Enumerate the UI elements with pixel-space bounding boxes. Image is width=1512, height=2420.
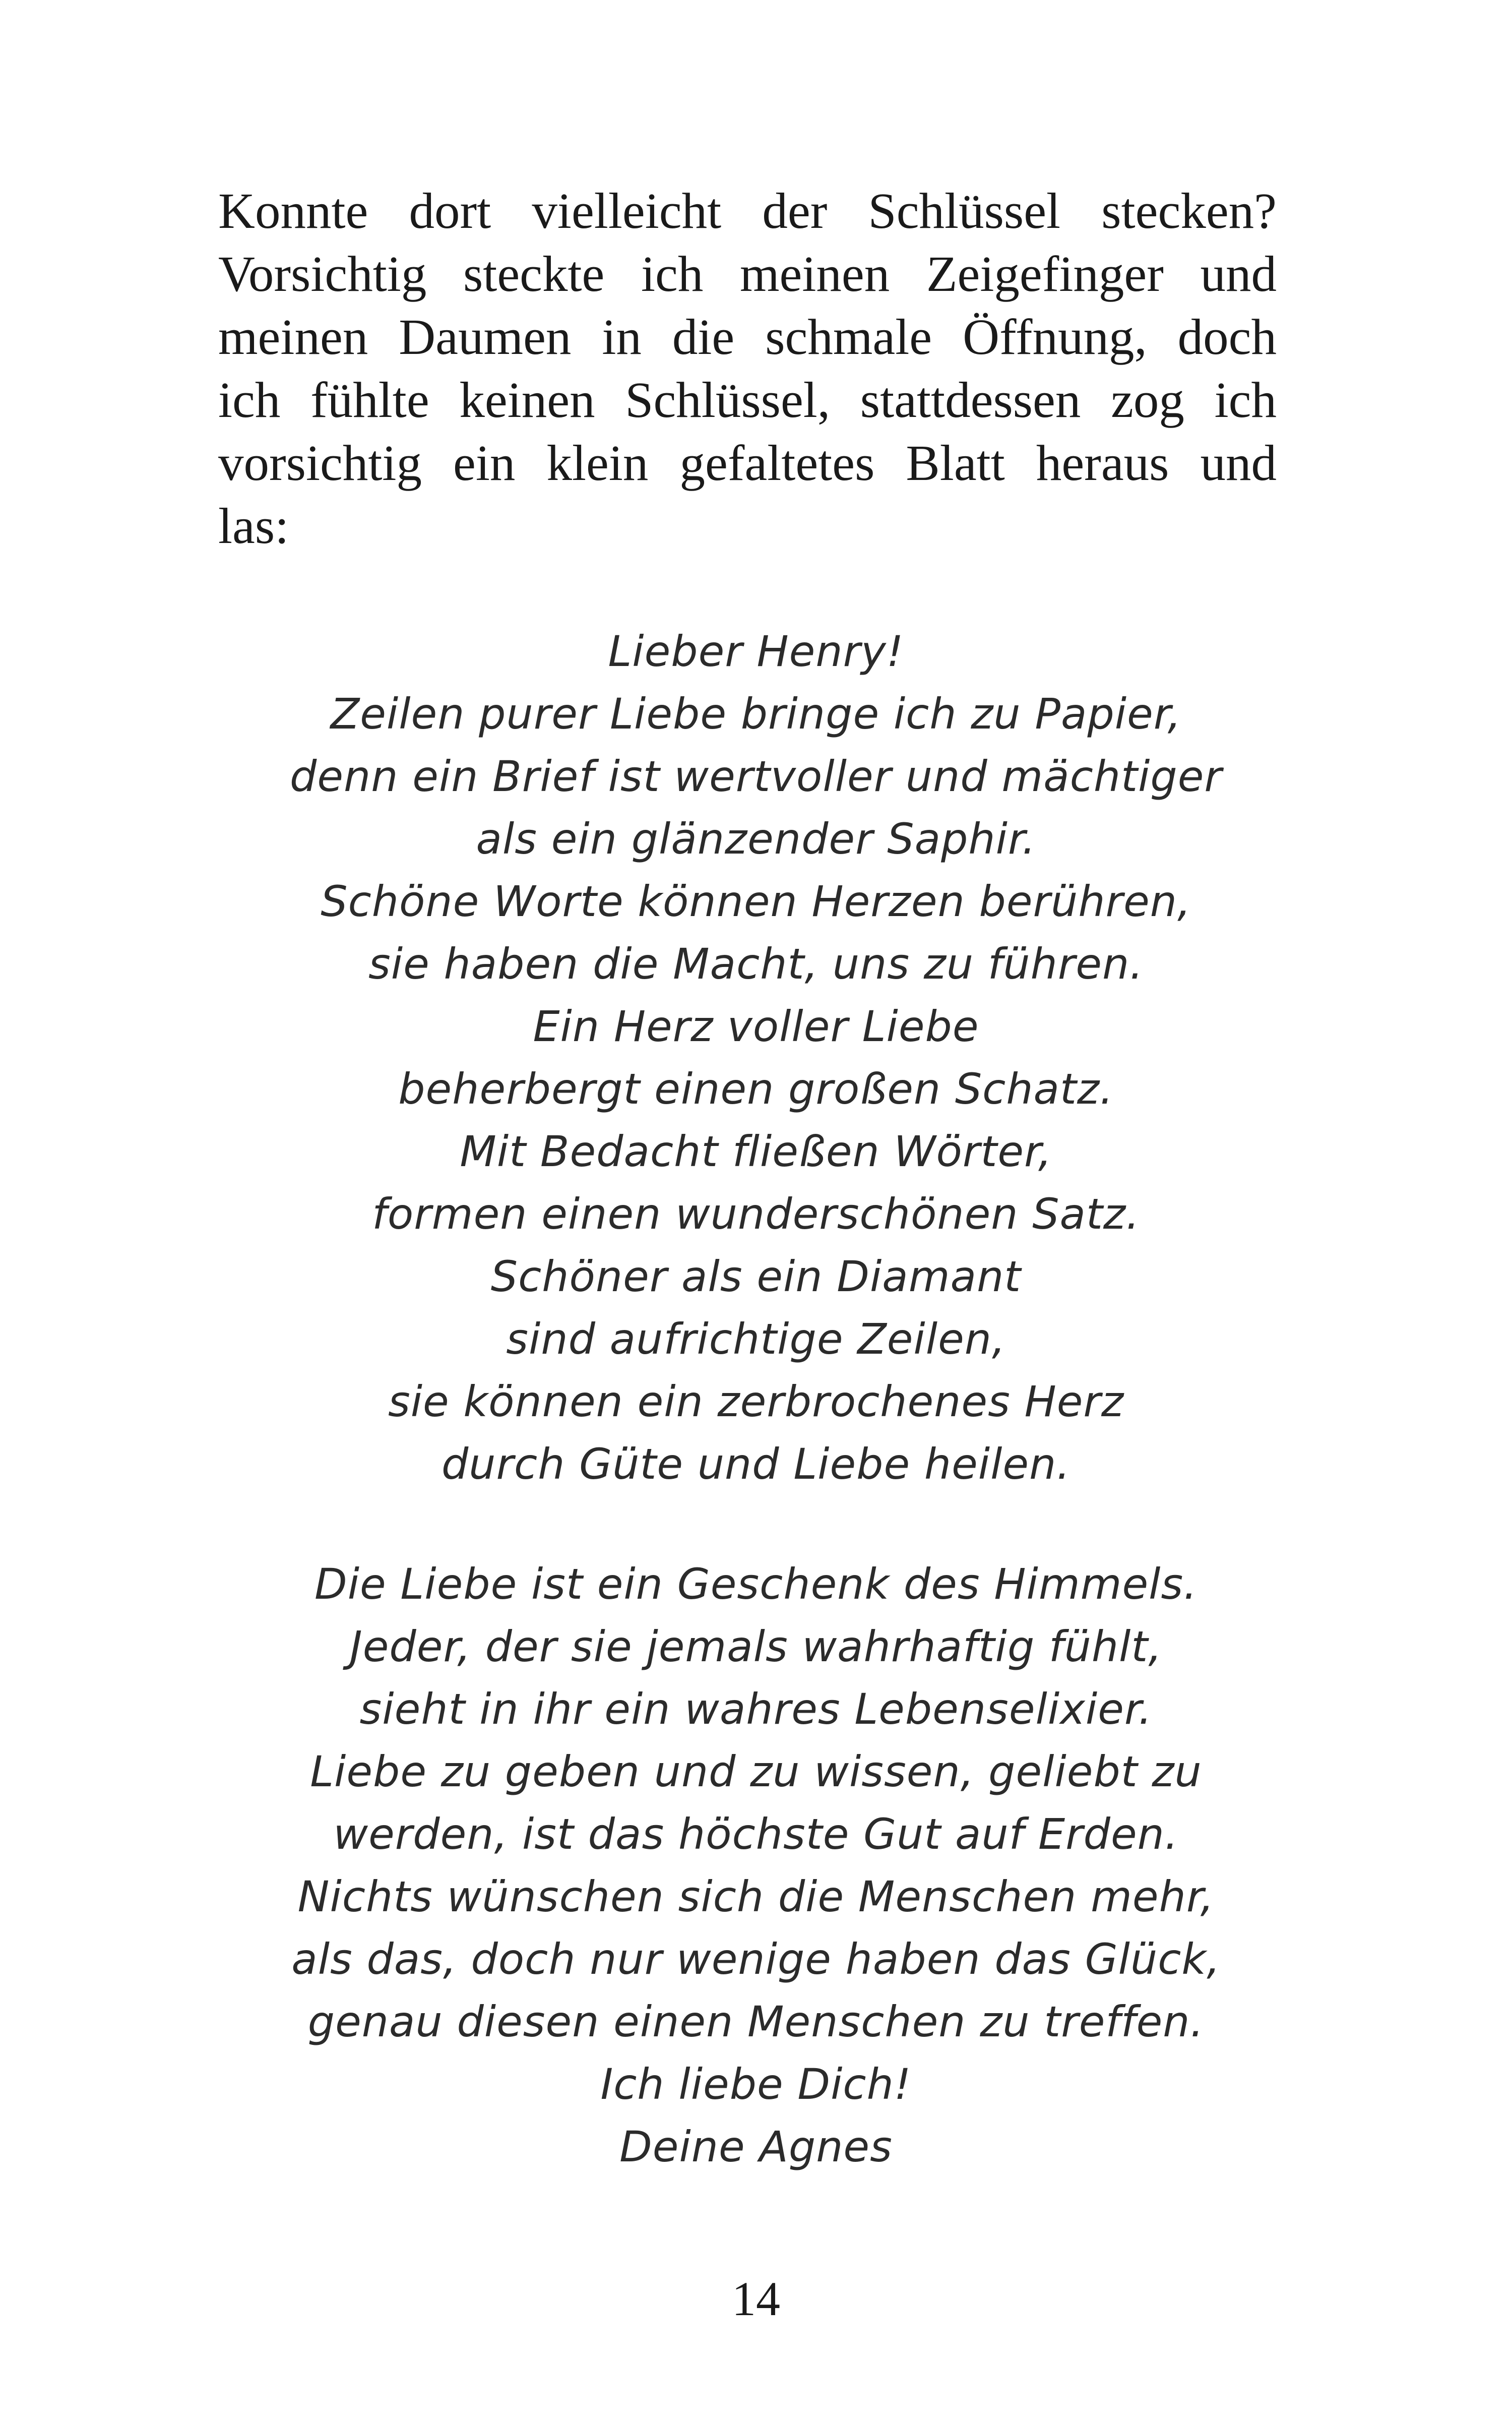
letter-line: als das, doch nur wenige haben das Glück,: [291, 1934, 1221, 1984]
letter-line: sind aufrichtige Zeilen,: [506, 1314, 1006, 1364]
letter-line: Mit Bedacht fließen Wörter,: [460, 1127, 1052, 1176]
prose-line: vorsichtig ein klein gefaltetes Blatt heraus und: [218, 435, 1277, 491]
letter-line: Nichts wünschen sich die Menschen mehr,: [297, 1872, 1215, 1921]
letter-line: Zeilen purer Liebe bringe ich zu Papier,: [330, 689, 1182, 739]
letter-line: Schöne Worte können Herzen berühren,: [321, 877, 1191, 926]
prose-line: Vorsichtig steckte ich meinen Zeigefinger und: [218, 246, 1277, 302]
letter-line: Schöner als ein Diamant: [490, 1252, 1022, 1301]
letter-line: sie können ein zerbrochenes Herz: [388, 1377, 1124, 1426]
prose-line: las:: [218, 498, 289, 554]
letter-line: Liebe zu geben und zu wissen, geliebt zu: [310, 1747, 1202, 1796]
letter-line: denn ein Brief ist wertvoller und mächtiger: [290, 752, 1222, 801]
letter-line: Die Liebe ist ein Geschenk des Himmels.: [314, 1559, 1198, 1609]
letter-line: als ein glänzender Saphir.: [476, 814, 1036, 864]
letter-line: Lieber Henry!: [608, 627, 904, 676]
letter-line: werden, ist das höchste Gut auf Erden.: [333, 1809, 1179, 1859]
letter-line: formen einen wunderschönen Satz.: [372, 1189, 1140, 1239]
prose-line: ich fühlte keinen Schlüssel, stattdessen zog ich: [218, 372, 1277, 428]
letter-line: Jeder, der sie jemals wahrhaftig fühlt,: [349, 1622, 1163, 1671]
letter-line: durch Güte und Liebe heilen.: [441, 1439, 1071, 1489]
letter-line: sie haben die Macht, uns zu führen.: [368, 939, 1144, 989]
page-number: 14: [732, 2272, 780, 2326]
letter-signoff: Ich liebe Dich!: [600, 2060, 912, 2109]
letter-line: beherbergt einen großen Schatz.: [398, 1064, 1114, 1114]
letter-line: Ein Herz voller Liebe: [533, 1002, 979, 1051]
letter-stanza-2: [202, 1553, 1310, 2178]
letter-stanza-1: [202, 620, 1310, 1495]
prose-line: meinen Daumen in die schmale Öffnung, doch: [218, 309, 1277, 365]
letter-line: genau diesen einen Menschen zu treffen.: [307, 1997, 1205, 2046]
letter-line: sieht in ihr ein wahres Lebenselixier.: [359, 1684, 1153, 1734]
prose-paragraph: [218, 179, 1277, 558]
letter-signature: Deine Agnes: [619, 2122, 893, 2171]
prose-line: Konnte dort vielleicht der Schlüssel stecken?: [218, 183, 1277, 239]
